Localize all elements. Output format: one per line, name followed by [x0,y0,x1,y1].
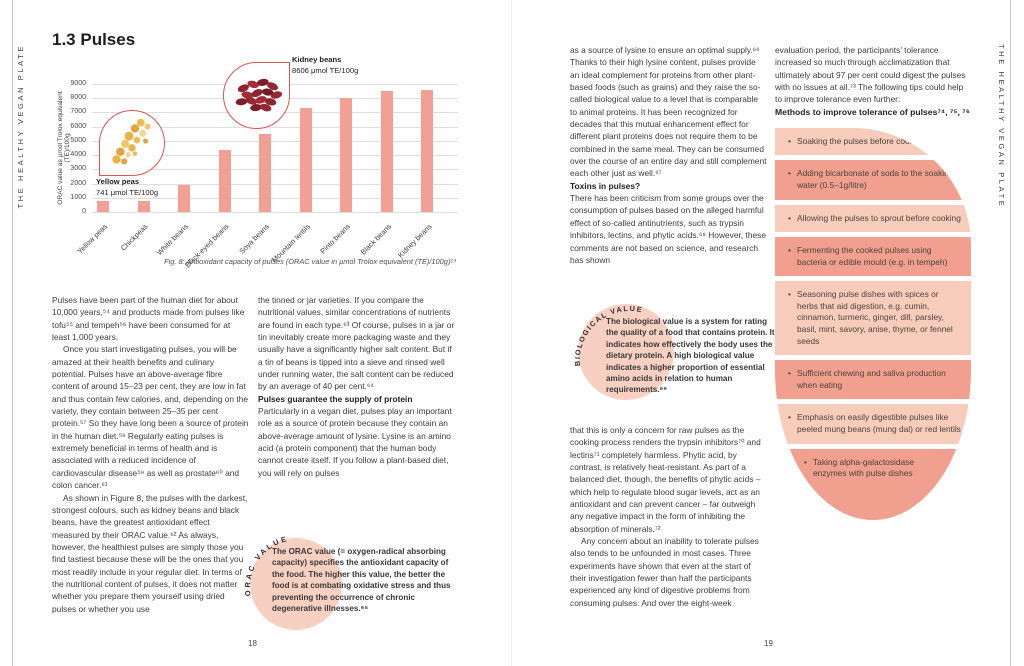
orac-value-callout [242,532,457,654]
tolerance-tips-panel [775,128,971,520]
svg-text:BIOLOGICAL VALUE: BIOLOGICAL VALUE [572,303,645,367]
y-tick-label: 7000 [70,108,86,116]
x-tick-label: Mountain lentils [269,222,312,265]
paragraph: that this is only a concern for raw pulses as the cooking process renders the trypsin inhibitors⁷⁰ and lectins⁷¹ completely harmless. Phytic acid, by contrast, is relatively heat-resistant. As part of a balanced diet, though, the benefits of phytic acids – which help to regulate blood sugar levels, act as an antioxidant and can prevent cancer – far outweigh any negative impact in the form of inhibiting the absorption of minerals.⁷² [570,425,761,534]
x-tick-label: Kidney beans [395,222,434,260]
x-tick-label: Soya beans [237,222,272,256]
y-tick-label: 2000 [70,179,86,187]
page-number-left: 18 [248,639,257,648]
tip-item: • Sufficient chewing and saliva production when eating [775,360,971,399]
y-tick-label: 3000 [70,165,86,173]
subheading: Toxins in pulses? [570,180,641,191]
paragraph: Particularly in a vegan diet, pulses play an important role as a source of protein because they contain an above-average amount of lysine. Lysine is an amino acid (a protein component) that the human body cannot create itself. If you follow a plant-based diet, you will rely on pulses [258,406,452,478]
tip-item: • Fermenting the cooked pulses using bacteria or edible mould (e.g. in tempeh) [775,237,971,276]
kidney-beans-annotation [292,55,358,76]
x-tick-label: Chickpeas [119,222,150,253]
bar-mountain-lentils [300,108,312,212]
methods-heading: Methods to improve tolerance of pulses⁷⁴, ⁷⁵, ⁷⁶ [775,106,970,117]
y-tick-label: 1000 [70,193,86,201]
figure-caption: Fig. 8: Antioxidant capacity of pulses (ORAC value in μmol Trolox equivalent (TE)/100g)⁵³ [164,257,456,266]
y-tick-label: 5000 [70,136,86,144]
bar-kidney-beans [421,90,433,212]
y-tick-label: 0 [82,208,86,215]
bar-yellow-peas [97,201,109,212]
x-tick-label: Yellow peas [75,222,110,256]
callout-text: The ORAC value (= oxygen-radical absorbing capacity) specifies the antioxidant capacity of the food. The higher this value, the better the food is at combating oxidative stress and thus preventing the occurrence of chronic degenerative illnesses.⁶⁵ [272,547,451,614]
paragraph: Pulses have been part of the human diet for about 10,000 years,⁵⁴ and products made from pulses like tofu⁵⁵ and tempeh⁵⁶ have been consumed for at least 1,000 years. [52,295,245,343]
y-tick-label: 8000 [70,94,86,102]
right-page-column-2 [775,44,971,520]
tip-item: • Allowing the pulses to sprout before cooking [775,205,971,233]
tip-item: • Seasoning pulse dishes with spices or herbs that aid digestion, e.g. cumin, cinnamon, turmeric, ginger, dill, parsley, basil, mint, savory, anise, thyme, or fennel seeds [775,281,971,355]
bar-black-beans [381,91,393,212]
subheading: Pulses guarantee the supply of protein [258,393,413,404]
page-edge-right [1010,0,1011,666]
paragraph: evaluation period, the participants’ tolerance increased so much through acclimatization that ultimately about 97 per cent could digest the pulses with no issues at all.⁷³ The following tips could help to improve tolerance even further: [775,45,966,105]
y-tick-label: 6000 [70,122,86,130]
bar-pinto-beans [340,98,352,212]
paragraph: Any concern about an inability to tolerate pulses also tends to be unfounded in most cases. Three experiments have shown that even at the start of their investigation fewer than half the participants experienced any kind of digestive problems from consuming pulses. And over the eight-week [570,536,759,608]
paragraph: There has been criticism from some groups over the consumption of pulses based on the alleged harmful effect of so-called antinutrients, such as trypsin inhibitors, lectins, and phytic acids.⁶⁸ However, these comments are not based on science, and research has shown [570,193,766,265]
left-page-column-1 [52,294,249,615]
page-edge-left [12,0,13,666]
kidney-beans-photo [223,62,290,129]
y-tick-label: 9000 [70,80,86,87]
x-tick-label: Pinto beans [318,222,353,256]
page-gutter [511,0,512,666]
paragraph: the tinned or jar varieties. If you compare the nutritional values, similar concentrations of nutrients are found in each type.⁶³ Of course, pulses in a jar or tin inevitably create more packaging waste and they usually have a significantly higher salt content. But if a tin of beans is tipped into a sieve and rinsed well under running water, the salt content can be reduced by an average of 40 per cent.⁶⁴ [258,295,455,392]
kidney-beans-illustration [224,63,289,128]
chart-y-axis-label: ORAC value as μmol Trolox equivalent (TE)/100g [57,91,71,205]
left-page-column-2 [258,294,455,479]
tip-item: • Taking alpha-galactosidase enzymes with pulse dishes [775,449,971,520]
running-title-left: THE HEALTHY VEGAN PLATE [16,44,25,209]
tip-item: • Emphasis on easily digestible pulses like peeled mung beans (mung dal) or red lentils [775,404,971,443]
x-tick-label: Black beans [358,222,393,257]
yellow-peas-illustration [100,111,164,175]
annotation-value: 741 μmol TE/100g [96,187,159,197]
tip-item: • Soaking the pulses before cooking [775,128,971,156]
y-tick-label: 4000 [70,151,86,159]
x-tick-label: Black-eyed beans [183,222,231,270]
section-heading: 1.3 Pulses [52,30,136,49]
yellow-peas-photo [99,110,165,176]
callout-text: The biological value is a system for rating the quality of a food that contains protein. It indicates how effectively the body uses the dietary protein. A high biological value indicates a higher proportion of essential amino acids in relation to human requirements.⁶⁹ [606,317,775,395]
page-number-right: 19 [764,639,773,648]
bar-black-eyed-beans [219,150,231,212]
bar-soya-beans [259,134,271,212]
right-page-column-1-bottom [570,424,767,609]
annotation-label: Yellow peas [96,177,140,186]
paragraph: As shown in Figure 8, the pulses with the darkest, strongest colours, such as kidney beans and black beans, have the greatest antioxidant effect measured by their ORAC value.⁶² As always, however, the healthiest pulses are simply those you find tastiest because these will be the ones that you most readily include in your regular diet. In terms of the nutritional content of pulses, it does not matter whether you prepare them yourself using dried pulses or whether you use [52,492,248,614]
yellow-peas-annotation [96,177,158,198]
x-tick-label: White beans [155,222,191,258]
bar-white-beans [178,185,190,212]
biological-value-callout [570,296,775,422]
annotation-label: Kidney beans [292,55,342,64]
paragraph: as a source of lysine to ensure an optimal supply.⁶⁶ Thanks to their high lysine content, pulses provide an ideal complement for proteins from other plant-based foods (such as grains) and they raise the so-called biological value to a level that is comparable to animal proteins. It has been recognized for decades that this mutual enhancement effect for different plant proteins does not require them to be combined in the same meal. They can be consumed over the course of an entire day and still complement each other just as well.⁶⁷ [570,45,767,179]
bar-chickpeas [138,201,150,212]
svg-text:ORAC VALUE: ORAC VALUE [242,533,290,597]
gridline [92,212,458,213]
right-page-column-1-top [570,44,767,266]
annotation-value: 8606 μmol TE/100g [292,65,359,75]
paragraph: Once you start investigating pulses, you will be amazed at their health benefits and culinary potential. Pulses have an above-average fibre content of around 15–23 per cent, they are low in fat and thus contain few calories, and, depending on the variety, they contain between 25–35 per cent protein.⁵⁷ So they have long been a source of protein in the human diet.⁵⁸ Regularly eating pulses is extremely beneficial in terms of health and is associated with a reduced incidence of cardiovascular disease⁵⁹ as well as prostate⁶⁰ and colon cancer.⁶¹ [52,344,249,491]
tip-item: • Adding bicarbonate of soda to the soaking water (0.5–1g/litre) [775,160,971,199]
running-title-right: THE HEALTHY VEGAN PLATE [997,44,1006,209]
